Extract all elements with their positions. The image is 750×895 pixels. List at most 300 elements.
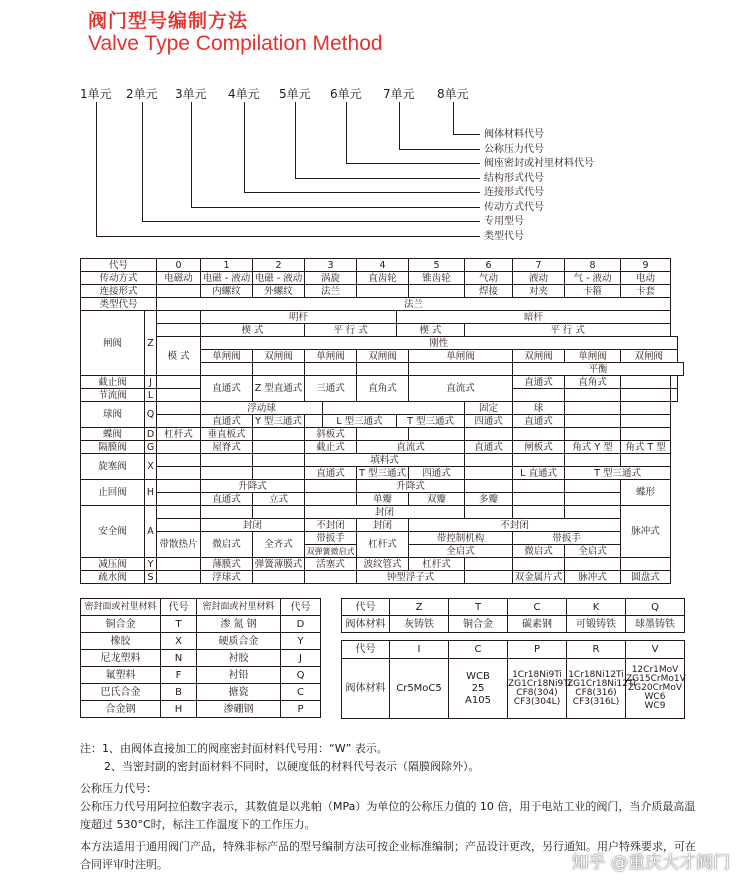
table-cell: 尼龙塑料	[81, 650, 161, 667]
table-cell	[305, 415, 323, 428]
unit-label: 2单元	[126, 87, 158, 101]
table-cell: 衬胶	[197, 650, 281, 667]
note-1: 注：1、由阀体直接加工的阀座密封面材料代号用：“W” 表示。	[80, 742, 388, 755]
table-row	[81, 467, 684, 480]
table-row	[81, 667, 321, 684]
table-cell: 合金钢	[81, 701, 161, 718]
table-cell	[157, 467, 201, 480]
table-cell: 渗硼钢	[197, 701, 281, 718]
table-cell: 4	[357, 259, 409, 272]
table-cell: 密封面或衬里材料	[197, 599, 281, 616]
table-cell: 直通式	[201, 415, 253, 428]
table-row	[81, 415, 684, 428]
unit-label: 3单元	[175, 87, 207, 101]
table-cell: 电磁 - 液动	[201, 272, 253, 285]
table-cell: 脉冲式	[565, 571, 621, 584]
table-cell: 双闸阀	[357, 350, 409, 363]
table-cell	[157, 480, 201, 493]
table-cell	[253, 441, 305, 454]
bracket-line	[453, 134, 480, 135]
table-cell: 截止阀	[81, 376, 145, 389]
table-cell: 双闸阀	[513, 350, 565, 363]
table-row	[81, 441, 684, 454]
table-cell: T 型三通式	[397, 415, 465, 428]
table-cell	[409, 428, 465, 441]
table-cell: 单闸阀	[305, 350, 357, 363]
table-cell: 闸阀	[81, 311, 145, 376]
table-cell	[157, 558, 201, 571]
table-cell: 平 行 式	[305, 324, 397, 337]
table-cell	[513, 558, 565, 571]
table-cell: 碳素钢	[508, 616, 567, 633]
table-cell: 封闭	[357, 519, 409, 532]
table-row	[81, 376, 684, 389]
table-row	[81, 337, 684, 350]
table-row	[81, 558, 684, 571]
table-row	[342, 641, 685, 659]
table-cell: 双弹簧微启式	[305, 545, 357, 558]
table-cell	[157, 402, 201, 415]
table-cell	[157, 285, 201, 298]
table-row	[81, 493, 684, 506]
table-cell: C	[508, 599, 567, 616]
table-cell: 卡套	[621, 285, 671, 298]
table-cell: 带散热片	[157, 532, 201, 558]
table-cell: N	[161, 650, 197, 667]
unit-description: 结构形式代号	[484, 173, 544, 184]
table-cell: 单闸阀	[201, 350, 253, 363]
table-cell: 巴氏合金	[81, 684, 161, 701]
table-cell: 直齿轮	[357, 272, 409, 285]
table-row	[81, 684, 321, 701]
table-cell: 直流式	[409, 376, 513, 402]
table-cell: 3	[305, 259, 357, 272]
table-cell: 内螺纹	[201, 285, 253, 298]
table-cell: C	[449, 641, 508, 659]
table-cell: T	[449, 599, 508, 616]
table-row	[81, 402, 684, 415]
table-cell	[565, 480, 621, 493]
unit-label: 4单元	[228, 87, 260, 101]
table-cell: Z	[390, 599, 449, 616]
unit-description: 类型代号	[484, 231, 524, 242]
table-row	[81, 571, 684, 584]
table-cell	[157, 311, 201, 324]
table-cell: 直通式	[201, 376, 253, 402]
table-cell	[357, 428, 409, 441]
table-cell: 钟型浮子式	[357, 571, 465, 584]
table-cell: A	[145, 506, 157, 558]
unit-label: 7单元	[383, 87, 415, 101]
table-cell	[409, 285, 465, 298]
table-cell	[253, 363, 305, 376]
table-cell	[513, 506, 565, 519]
table-cell: 多瓣	[465, 493, 513, 506]
table-cell: 连接形式	[81, 285, 157, 298]
table-cell	[621, 428, 671, 441]
table-cell: 封闭	[201, 519, 305, 532]
table-cell	[621, 558, 671, 571]
table-cell: 立式	[253, 493, 305, 506]
table-cell: Q	[145, 402, 157, 428]
table-cell: V	[626, 641, 685, 659]
table-cell: 1Cr18Ni12Ti ZG1Cr18Ni12Ti CF8(316) CF3(316L)	[567, 659, 626, 719]
table-cell: T 型三通式	[565, 467, 671, 480]
table-cell: 单瓣	[357, 493, 409, 506]
table-cell	[465, 454, 513, 467]
table-cell	[253, 506, 305, 519]
table-cell: 直通式	[465, 441, 513, 454]
table-cell: P	[508, 641, 567, 659]
table-cell: 止回阀	[81, 480, 145, 506]
table-cell: 带扳手	[305, 532, 357, 545]
table-cell: B	[161, 684, 197, 701]
table-cell: 不封闭	[305, 519, 357, 532]
table-cell: G	[145, 441, 157, 454]
table-cell	[565, 402, 621, 415]
table-cell: 焊接	[465, 285, 513, 298]
table-row	[81, 633, 321, 650]
scope-text: 本方法适用于通用阀门产品，特殊非标产品的型号编制方法可按企业标准编制；产品设计更改，另行通知。用户特殊要求，可在合同评审时注明。	[80, 840, 696, 871]
table-cell: 5	[409, 259, 465, 272]
table-cell: 直角式	[357, 376, 409, 402]
table-cell: 12Cr1MoV ZG15CrMo1V ZG20CrMoV WC6 WC9	[626, 659, 685, 719]
table-cell: 传动方式	[81, 272, 157, 285]
table-row	[81, 519, 684, 532]
table-cell	[671, 376, 677, 389]
body-material-table-2	[341, 640, 685, 719]
table-cell: Q	[281, 667, 321, 684]
table-cell	[157, 519, 201, 532]
unit-description: 连接形式代号	[484, 187, 544, 198]
table-cell: 1Cr18Ni9Ti ZG1Cr18Ni9Ti CF8(304) CF3(304L)	[508, 659, 567, 719]
table-cell: H	[145, 480, 157, 506]
table-cell: 气动	[465, 272, 513, 285]
table-cell	[157, 324, 201, 337]
bracket-line	[142, 221, 480, 222]
table-cell: 活塞式	[305, 558, 357, 571]
table-cell: T	[161, 616, 197, 633]
table-cell: 双瓣	[409, 493, 465, 506]
table-cell: D	[281, 616, 321, 633]
table-cell: F	[161, 667, 197, 684]
table-cell	[201, 363, 253, 376]
table-cell: 代号	[281, 599, 321, 616]
table-cell	[201, 454, 253, 467]
table-cell: P	[281, 701, 321, 718]
table-cell	[253, 571, 305, 584]
table-cell: 屋脊式	[201, 441, 253, 454]
table-cell: 代号	[342, 641, 390, 659]
table-cell	[513, 389, 565, 402]
table-row	[81, 532, 684, 545]
table-row	[81, 650, 321, 667]
bracket-line	[96, 236, 480, 237]
table-cell: 升降式	[357, 480, 465, 493]
table-row	[342, 659, 685, 719]
table-cell: 全齐式	[253, 532, 305, 558]
table-cell: 密封面或衬里材料	[81, 599, 161, 616]
table-cell: 楔 式	[397, 324, 465, 337]
unit-description: 阀体材料代号	[484, 129, 544, 140]
table-cell: 节流阀	[81, 389, 145, 402]
table-cell: L	[145, 389, 157, 402]
table-cell: 法兰	[157, 298, 671, 311]
table-cell: 可锻铸铁	[567, 616, 626, 633]
table-cell: 封闭	[305, 506, 465, 519]
table-cell: S	[145, 571, 157, 584]
table-cell	[465, 480, 513, 493]
table-cell: 固定	[465, 402, 513, 415]
table-cell	[201, 506, 253, 519]
table-cell	[565, 493, 621, 506]
table-cell: X	[145, 454, 157, 480]
table-cell: 直通式	[201, 493, 253, 506]
table-cell	[157, 506, 201, 519]
table-cell	[253, 428, 305, 441]
bracket-line	[142, 102, 143, 221]
table-cell: 隔膜阀	[81, 441, 145, 454]
table-cell: 截止式	[305, 441, 357, 454]
table-cell: 7	[513, 259, 565, 272]
table-cell	[157, 454, 201, 467]
table-cell: 直通式	[305, 467, 357, 480]
table-cell: WCB 25 A105	[449, 659, 508, 719]
table-cell	[513, 493, 565, 506]
table-row	[81, 324, 684, 337]
table-cell: 带扳手	[513, 532, 621, 545]
seal-material-table	[80, 598, 321, 718]
table-cell: 明杆	[201, 311, 397, 324]
table-cell: 三通式	[305, 376, 357, 402]
table-cell	[621, 376, 671, 389]
table-cell: L 型三通式	[323, 415, 397, 428]
table-cell: 直角式	[565, 376, 621, 389]
table-row	[81, 454, 684, 467]
table-cell: 球阀	[81, 402, 145, 428]
table-cell: 直通式	[513, 415, 565, 428]
page-subtitle: Valve Type Compilation Method	[88, 32, 383, 55]
table-cell: X	[161, 633, 197, 650]
table-cell	[621, 389, 671, 402]
table-cell: 单闸阀	[409, 350, 513, 363]
table-row	[81, 616, 321, 633]
table-cell: K	[567, 599, 626, 616]
table-cell: 弹簧薄膜式	[253, 558, 305, 571]
table-cell: 双金属片式	[513, 571, 565, 584]
table-cell: 双闸阀	[253, 350, 305, 363]
table-row	[81, 506, 684, 519]
table-cell: 带控制机构	[409, 532, 513, 545]
table-cell	[565, 558, 621, 571]
table-row	[342, 616, 685, 633]
pressure-heading: 公称压力代号：	[80, 782, 157, 795]
table-cell: 微启式	[513, 545, 565, 558]
table-cell: 全启式	[409, 545, 513, 558]
table-cell: 渗 氮 钢	[197, 616, 281, 633]
table-cell: Y	[145, 558, 157, 571]
table-cell: 旋塞阀	[81, 454, 145, 480]
table-cell	[465, 558, 513, 571]
table-cell: 脉冲式	[621, 506, 671, 558]
table-cell: 9	[621, 259, 671, 272]
unit-description: 传动方式代号	[484, 202, 544, 213]
table-cell: 四通式	[409, 467, 465, 480]
table-cell: 浮球式	[201, 571, 253, 584]
table-cell: 角式 T 型	[621, 441, 671, 454]
table-cell	[565, 389, 621, 402]
table-cell: 微启式	[201, 532, 253, 558]
table-cell	[513, 428, 565, 441]
table-cell	[671, 389, 677, 402]
table-cell: 平衡	[513, 363, 684, 376]
table-cell: 阀体材料	[342, 659, 390, 719]
table-cell: 填料式	[305, 454, 465, 467]
table-cell	[157, 415, 201, 428]
table-cell: 代号	[161, 599, 197, 616]
table-row	[81, 285, 684, 298]
table-cell: 安全阀	[81, 506, 145, 558]
table-cell	[565, 506, 621, 519]
table-cell: 疏水阀	[81, 571, 145, 584]
table-cell: 减压阀	[81, 558, 145, 571]
table-cell	[357, 363, 409, 376]
table-cell: 8	[565, 259, 621, 272]
table-cell: 杠杆式	[357, 532, 409, 558]
table-cell: 电磁动	[157, 272, 201, 285]
table-cell: J	[145, 376, 157, 389]
table-cell: Y 型三通式	[253, 415, 305, 428]
table-cell: 垂直板式	[201, 428, 253, 441]
table-cell	[465, 467, 513, 480]
table-cell: 类型代号	[81, 298, 157, 311]
table-cell: 灰铸铁	[390, 616, 449, 633]
bracket-line	[346, 163, 480, 164]
table-cell: 铜合金	[449, 616, 508, 633]
unit-label: 5单元	[279, 87, 311, 101]
table-row	[81, 701, 321, 718]
table-row	[81, 599, 321, 616]
table-row	[81, 480, 684, 493]
table-cell: 暗杆	[397, 311, 671, 324]
type-code-table	[80, 258, 684, 584]
unit-description: 专用型号	[484, 216, 524, 227]
table-cell: 代号	[81, 259, 157, 272]
table-cell: 模 式	[157, 337, 201, 376]
bracket-line	[244, 192, 480, 193]
table-cell: 不封闭	[409, 519, 621, 532]
unit-label: 8单元	[437, 87, 469, 101]
table-cell: 电动	[621, 272, 671, 285]
unit-description: 阀座密封或衬里材料代号	[484, 158, 594, 169]
table-cell	[157, 376, 201, 389]
table-cell: 0	[157, 259, 201, 272]
table-cell: 对夹	[513, 285, 565, 298]
table-cell: 升降式	[201, 480, 305, 493]
table-cell: 液动	[513, 272, 565, 285]
table-row	[342, 599, 685, 616]
table-cell: 硬质合金	[197, 633, 281, 650]
table-cell: 法兰	[305, 285, 357, 298]
table-cell: 双闸阀	[621, 350, 677, 363]
table-cell: Z	[145, 311, 157, 376]
table-cell: L 直通式	[513, 467, 565, 480]
table-row	[81, 298, 684, 311]
table-cell: 斜板式	[305, 428, 357, 441]
table-cell	[565, 415, 621, 428]
unit-label: 6单元	[330, 87, 362, 101]
table-cell: 2	[253, 259, 305, 272]
table-cell: C	[281, 684, 321, 701]
table-cell: 杠杆式	[409, 558, 465, 571]
table-cell: 锥齿轮	[409, 272, 465, 285]
table-cell	[157, 389, 201, 402]
table-cell: 浮动球	[201, 402, 323, 415]
bracket-line	[346, 102, 347, 163]
table-cell: 阀体材料	[342, 616, 390, 633]
table-cell: 衬铅	[197, 667, 281, 684]
table-cell: 代号	[342, 599, 390, 616]
table-cell: 氟塑料	[81, 667, 161, 684]
bracket-line	[96, 102, 97, 236]
bracket-line	[244, 102, 245, 192]
table-cell: 圆盘式	[621, 571, 671, 584]
table-cell: 6	[465, 259, 513, 272]
table-cell: 楔 式	[201, 324, 305, 337]
watermark: 知乎 @重庆大才阀门	[571, 853, 730, 873]
table-cell: 涡旋	[305, 272, 357, 285]
table-cell: 直通式	[513, 376, 565, 389]
table-cell	[253, 467, 305, 480]
table-cell: 气 - 液动	[565, 272, 621, 285]
table-cell: Q	[626, 599, 685, 616]
table-cell: 杠杆式	[157, 428, 201, 441]
table-cell: Z 型直通式	[253, 376, 305, 402]
table-cell: 四通式	[465, 415, 513, 428]
bracket-line	[453, 102, 454, 134]
table-cell: 橡胶	[81, 633, 161, 650]
table-cell	[201, 467, 253, 480]
table-cell	[621, 454, 671, 467]
table-cell	[157, 441, 201, 454]
table-cell: 1	[201, 259, 253, 272]
note-2: 2、当密封副的密封面材料不同时，以硬度低的材料代号表示（隔膜阀除外）。	[104, 760, 480, 773]
table-cell: 卡箍	[565, 285, 621, 298]
table-cell	[305, 480, 357, 493]
table-cell	[357, 285, 409, 298]
table-cell: 闸板式	[513, 441, 565, 454]
unit-label: 1单元	[80, 87, 112, 101]
table-cell	[465, 428, 513, 441]
table-cell	[513, 454, 565, 467]
table-cell	[621, 402, 671, 415]
table-cell	[323, 402, 465, 415]
table-cell: 蝶阀	[81, 428, 145, 441]
page-title: 阀门型号编制方法	[88, 10, 249, 32]
table-cell	[621, 415, 671, 428]
table-cell: 单闸阀	[565, 350, 621, 363]
body-material-table-1	[341, 598, 685, 633]
table-cell: T 型三通式	[357, 467, 409, 480]
table-cell: 薄膜式	[201, 558, 253, 571]
table-row	[81, 272, 684, 285]
bracket-line	[191, 102, 192, 207]
table-cell	[157, 493, 201, 506]
table-cell	[465, 571, 513, 584]
table-cell	[305, 363, 357, 376]
pressure-text: 公称压力代号用阿拉伯数字表示，其数值是以兆帕（MPa）为单位的公称压力值的 10 倍，用于电站工业的阀门，当介质最高温度超过 530°C时，标注工作温度下的工作压力。	[80, 800, 696, 831]
bracket-line	[399, 149, 480, 150]
